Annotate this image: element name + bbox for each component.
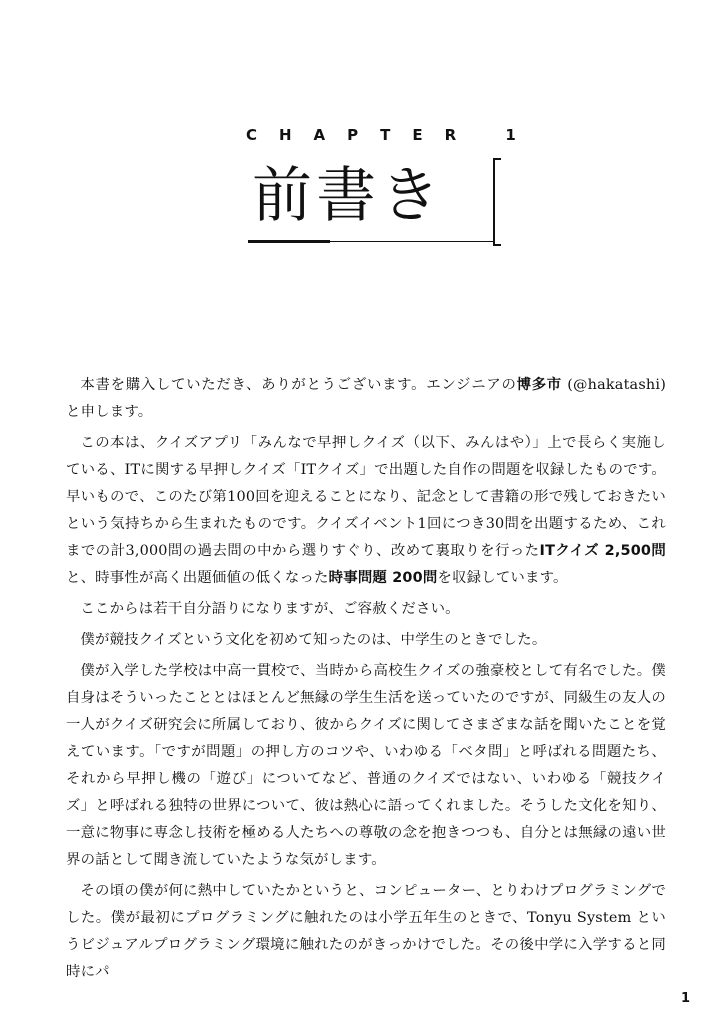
paragraph-5: 僕が入学した学校は中高一貫校で、当時から高校生クイズの強豪校として有名でした。僕自身はそういったこととはほとんど無縁の学生生活を送っていたのですが、同級生の友人の一人がクイズ研究会に所属しており、彼からクイズに関してさまざまな話を聞いたことを覚えています。「ですが問題」の押し方のコツや、いわゆる「ベタ問」と呼ばれる問題たち、それから早押し機の「遊び」についてなど、普通のクイズではない、いわゆる「競技クイズ」と呼ばれる独特の世界について、彼は熱心に語ってくれました。そうした文化を知り、一意に物事に専念し技術を極める人たちへの尊敬の念を抱きつつも、自分とは無縁の遠い世界の話として聞き流していたような気がします。 bbox=[66, 663, 666, 868]
paragraph-1 bbox=[66, 372, 666, 426]
page-number: 1 bbox=[680, 991, 690, 1006]
title-underline-thin bbox=[330, 241, 493, 242]
p1-text-end: (@hakatashi) と申します。 bbox=[66, 377, 667, 420]
title-underline-bold bbox=[248, 240, 330, 243]
p1-text: 本書を購入していただき、ありがとうございます。エンジニアの bbox=[80, 377, 517, 393]
current-events-count: 時事問題 200問 bbox=[328, 570, 438, 586]
chapter-label: CHAPTER 1 bbox=[246, 126, 538, 144]
paragraph-6: その頃の僕が何に熱中していたかというと、コンピューター、とりわけプログラミングでした。僕が最初にプログラミングに触れたのは小学五年生のときで、Tonyu System というビジュアルプログラミング環境に触れたのがきっかけでした。その後中学に入学すると同時にパ bbox=[66, 883, 666, 980]
title-bracket bbox=[493, 158, 501, 246]
p2-text-middle: と、時事性が高く出題価値の低くなった bbox=[66, 570, 329, 586]
p2-text-end: を収録しています。 bbox=[437, 570, 568, 586]
paragraph-3: ここからは若干自分語りになりますが、ご容赦ください。 bbox=[80, 601, 460, 617]
it-quiz-count: ITクイズ 2,500問 bbox=[539, 543, 666, 559]
paragraph-2 bbox=[66, 430, 666, 592]
body-text bbox=[66, 372, 666, 990]
paragraph-4: 僕が競技クイズという文化を初めて知ったのは、中学生のときでした。 bbox=[80, 632, 547, 648]
p2-text: この本は、クイズアプリ「みんなで早押しクイズ（以下、みんはや）」上で長らく実施している、ITに関する早押しクイズ「ITクイズ」で出題した自作の問題を収録したものです。早いもので、このたび第100回を迎えることになり、記念として書籍の形で残しておきたいという気持ちから生まれたものです。クイズイベント1回につき30問を出題するため、これまでの計3,000問の過去問の中から選りすぐり、改めて裏取りを行った bbox=[66, 435, 666, 559]
author-name: 博多市 bbox=[516, 377, 562, 393]
chapter-title: 前書き bbox=[252, 161, 444, 231]
